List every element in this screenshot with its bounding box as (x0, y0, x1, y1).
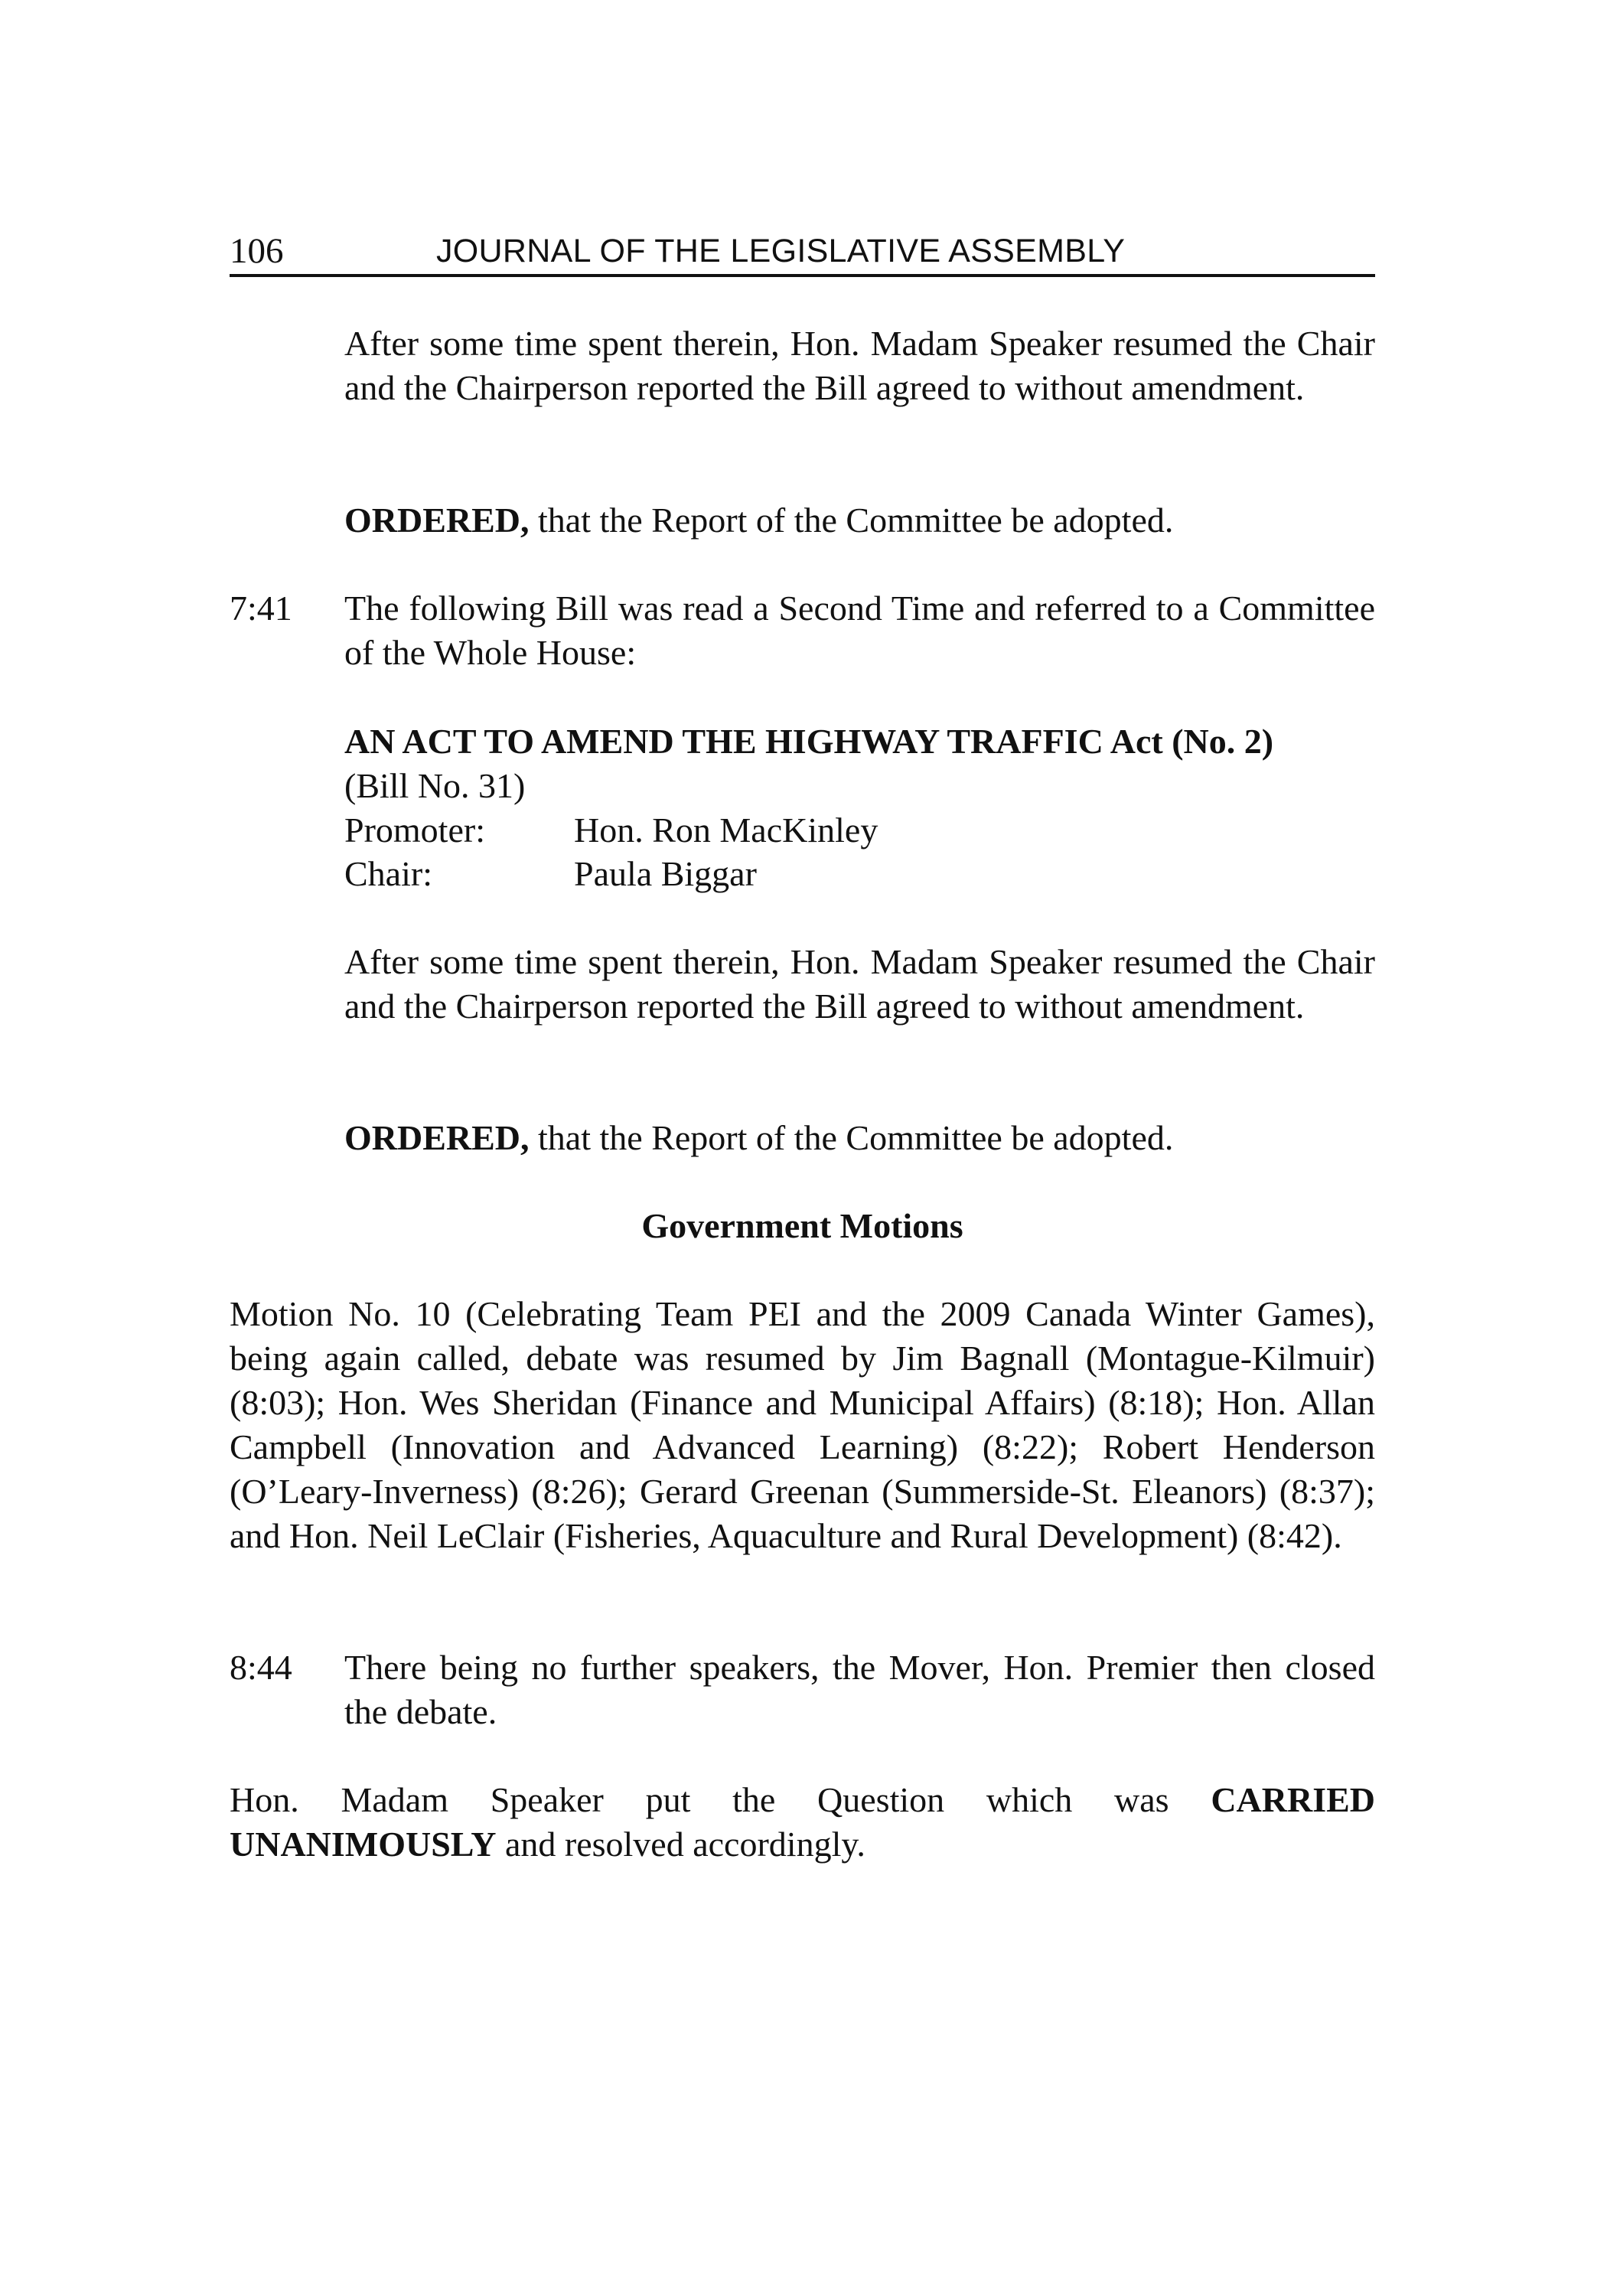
page-header (230, 227, 1375, 277)
ordered-statement-1 (344, 498, 1375, 543)
promoter-label: Promoter: (344, 810, 485, 850)
paragraph-motion-10: Motion No. 10 (Celebrating Team PEI and the 2009 Canada Winter Games), being again called, debate was resumed by Jim Bagnall (Montague-Kilmuir) (8:03); Hon. Wes Sheridan (Finance and Municipal Affairs) (8:18); Hon. Allan Campbell (Innovation and Advanced Learning) (8:22); Robert Henderson (O’Leary-Inverness) (8:26); Gerard Greenan (Summerside-St. Eleanors) (8:37); and Hon. Neil LeClair (Fisheries, Aquaculture and Rural Development) (8:42). (230, 1294, 1375, 1555)
page-number: 106 (230, 231, 284, 271)
promoter-value: Hon. Ron MacKinley (574, 810, 878, 850)
bill-number: (Bill No. 31) (344, 766, 526, 805)
time-stamp-844: 8:44 (230, 1648, 292, 1687)
section-title-government-motions: Government Motions (641, 1206, 963, 1245)
chair-label: Chair: (344, 854, 432, 893)
resolved-text: and resolved accordingly. (496, 1825, 865, 1864)
time-stamp-741: 7:41 (230, 589, 292, 628)
paragraph-question-result (230, 1778, 1375, 1867)
paragraph-second-reading: The following Bill was read a Second Time and referred to a Committee of the Whole House: (344, 589, 1375, 672)
ordered-text: that the Report of the Committee be adopted. (529, 1118, 1174, 1157)
ordered-statement-2 (344, 1116, 1375, 1160)
paragraph-closing-debate: There being no further speakers, the Mover, Hon. Premier then closed the debate. (344, 1648, 1375, 1731)
running-head: JOURNAL OF THE LEGISLATIVE ASSEMBLY (436, 233, 1126, 269)
chair-value: Paula Biggar (574, 854, 757, 893)
question-text: Hon. Madam Speaker put the Question which was (230, 1780, 1211, 1819)
bill-title: AN ACT TO AMEND THE HIGHWAY TRAFFIC Act (No. 2) (344, 722, 1274, 761)
ordered-label: ORDERED, (344, 1118, 530, 1157)
paragraph-committee-report-1: After some time spent therein, Hon. Madam Speaker resumed the Chair and the Chairperson reported the Bill agreed to without amendment. (344, 324, 1375, 407)
chair-row (344, 852, 757, 896)
paragraph-committee-report-2: After some time spent therein, Hon. Madam Speaker resumed the Chair and the Chairperson reported the Bill agreed to without amendment. (344, 942, 1375, 1026)
ordered-text: that the Report of the Committee be adopted. (529, 501, 1174, 540)
carried-unanimously: CARRIED UNANIMOUSLY (230, 1780, 1375, 1864)
ordered-label: ORDERED, (344, 501, 530, 540)
promoter-row (344, 808, 878, 853)
